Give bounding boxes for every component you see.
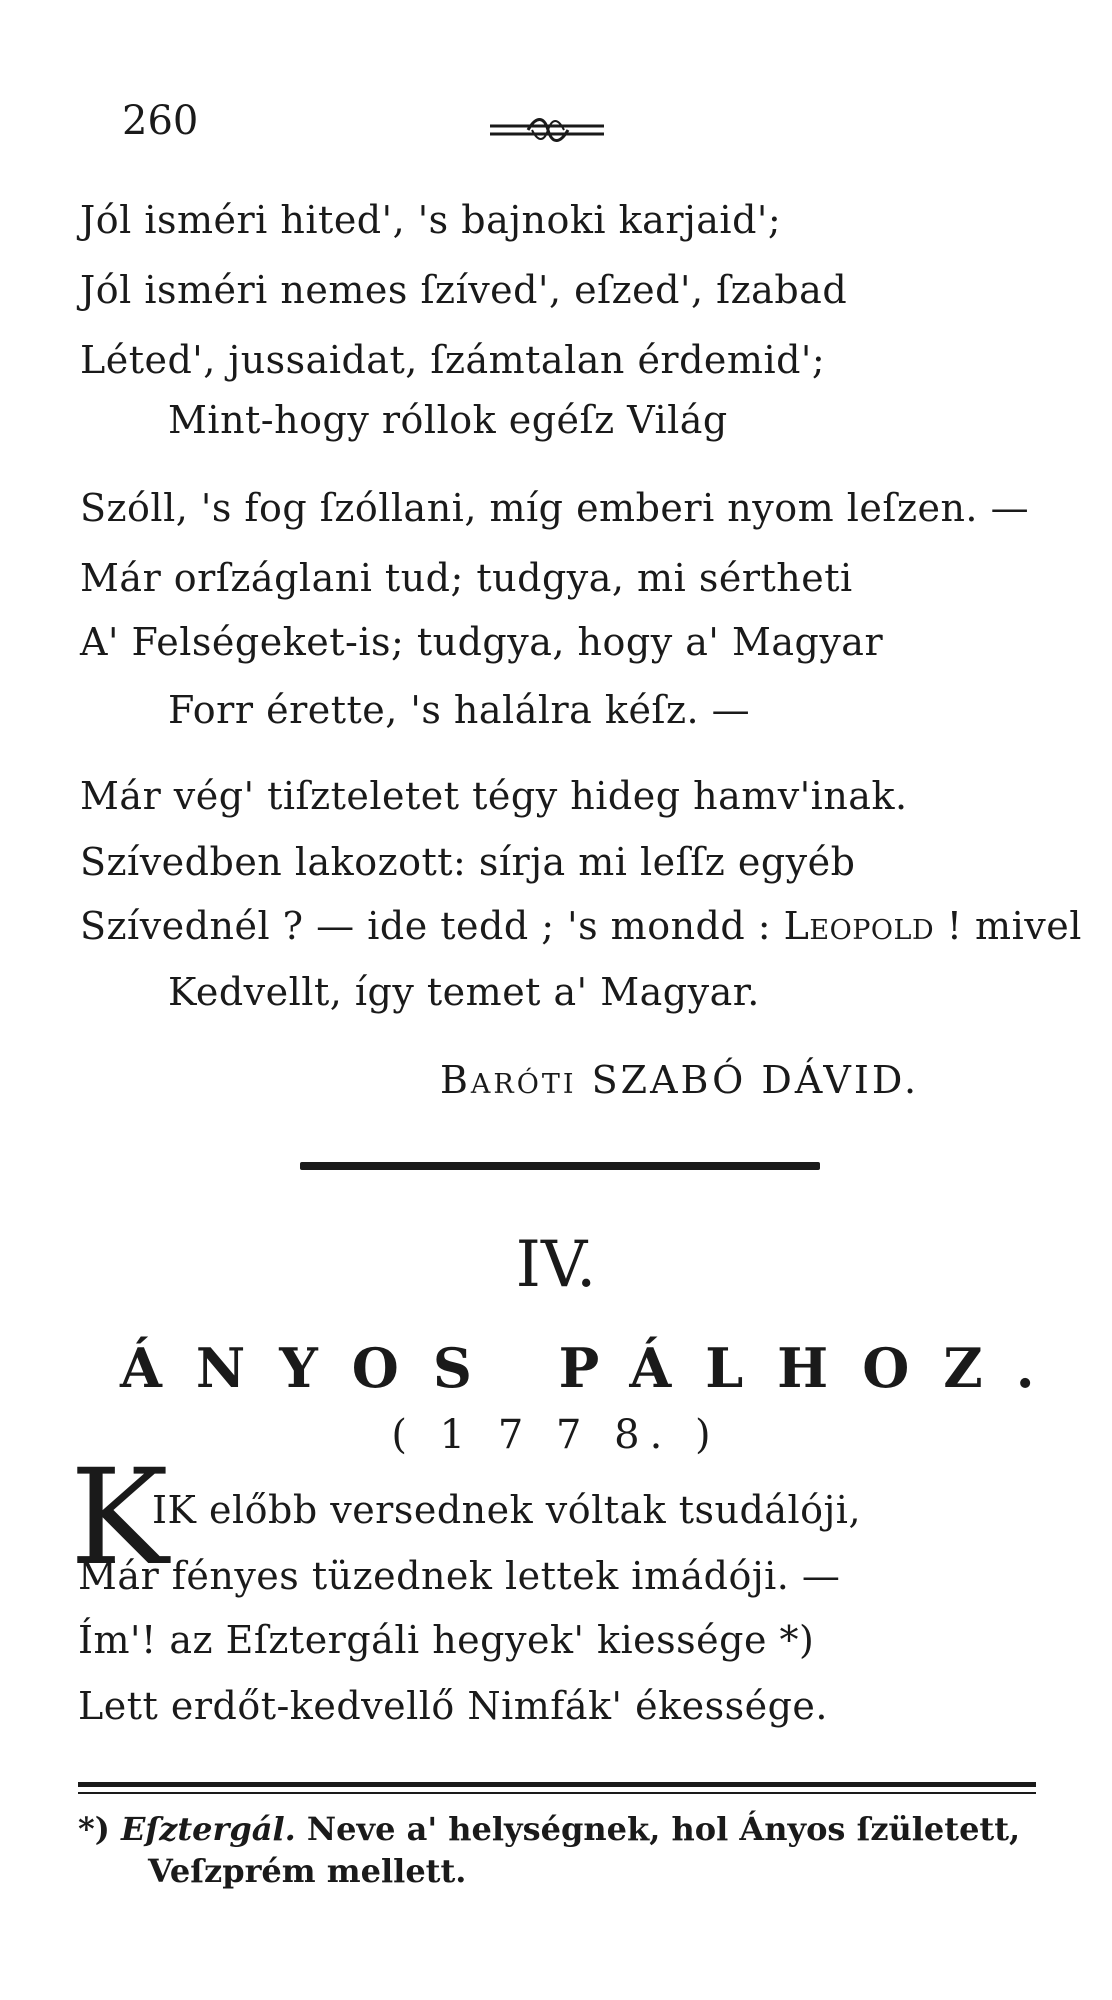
poem-line: Mint-hogy róllok egéſz Világ bbox=[168, 398, 728, 442]
poem-line: Jól isméri hited', 's bajnoki karjaid'; bbox=[80, 198, 782, 242]
footnote-text: Neve a' helységnek, hol Ányos ſzületett, bbox=[295, 1810, 1021, 1848]
poem-line: A' Felségeket-is; tudgya, hogy a' Magyar bbox=[80, 620, 884, 664]
name-leopold: Leopold bbox=[783, 904, 935, 948]
header-ornament-icon bbox=[488, 112, 606, 146]
poem-line: Lett erdőt-kedvellő Nimfák' ékessége. bbox=[78, 1684, 828, 1728]
author-first-name: Baróti bbox=[440, 1058, 577, 1102]
author-last-name: SZABÓ DÁVID. bbox=[576, 1058, 920, 1102]
poem-line: Már orſzáglani tud; tudgya, mi sértheti bbox=[80, 556, 853, 600]
section-numeral: IV. bbox=[515, 1228, 597, 1302]
poem-line: IK előbb versednek vóltak tsudálóji, bbox=[152, 1488, 862, 1532]
footnote-rule-thin bbox=[78, 1792, 1036, 1794]
section-title: ÁNYOS PÁLHOZ. bbox=[120, 1336, 1069, 1400]
section-divider bbox=[300, 1162, 820, 1170]
poem-line: Szóll, 's fog ſzóllani, míg emberi nyom leſzen. — bbox=[80, 486, 1030, 530]
poem-line bbox=[80, 904, 1082, 948]
poem-line: Léted', jussaidat, ſzámtalan érdemid'; bbox=[80, 338, 826, 382]
poem-line: Már fényes tüzednek lettek imádóji. — bbox=[78, 1554, 841, 1598]
footnote-continuation: Veſzprém mellett. bbox=[148, 1852, 467, 1890]
footnote-rule bbox=[78, 1782, 1036, 1787]
page-number: 260 bbox=[122, 98, 199, 144]
poem-line: Jól isméri nemes ſzíved', eſzed', ſzabad bbox=[80, 268, 848, 312]
poem-line: Ím'! az Eſztergáli hegyek' kiessége *) bbox=[78, 1618, 815, 1662]
poem-line: Már vég' tiſzteletet tégy hideg hamv'inak. bbox=[80, 774, 908, 818]
poem-line: Kedvellt, így temet a' Magyar. bbox=[168, 970, 760, 1014]
footnote bbox=[78, 1810, 1020, 1848]
poem-text: ! mivel bbox=[934, 904, 1082, 948]
poem-text: Szívednél ? — ide tedd ; 's mondd : bbox=[80, 904, 784, 948]
poem-author bbox=[440, 1058, 919, 1102]
footnote-term: Eſztergál. bbox=[121, 1810, 296, 1848]
poem-line: Forr érette, 's halálra kéſz. — bbox=[168, 688, 751, 732]
footnote-mark: *) bbox=[78, 1810, 110, 1848]
drop-cap: K bbox=[70, 1441, 169, 1595]
poem-line: Szívedben lakozott: sírja mi leſſz egyéb bbox=[80, 840, 856, 884]
section-year: ( 1 7 7 8. ) bbox=[391, 1412, 721, 1458]
